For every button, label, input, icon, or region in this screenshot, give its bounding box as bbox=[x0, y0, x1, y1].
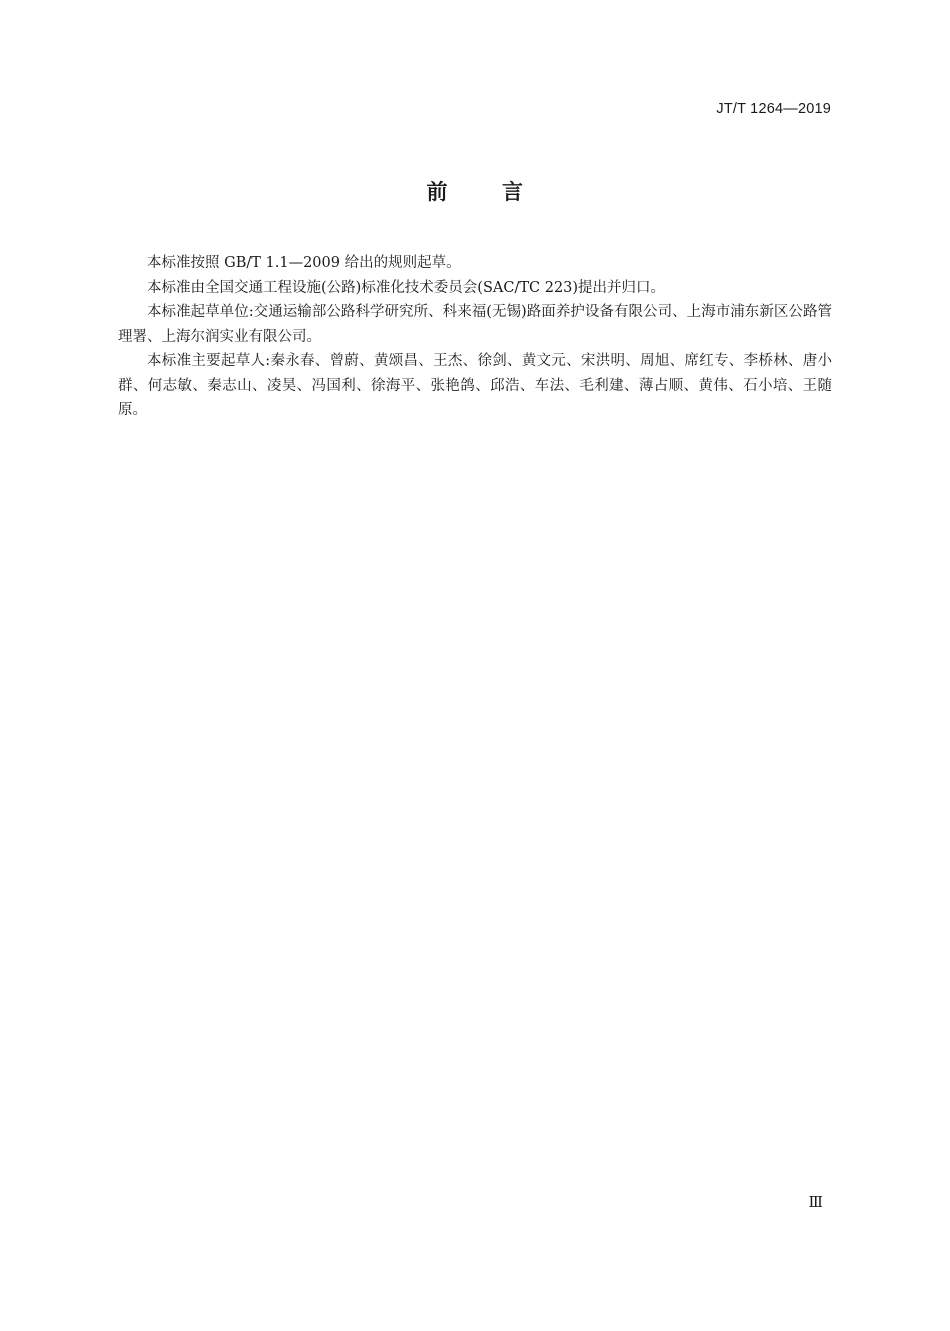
paragraph-drafting-units: 本标准起草单位:交通运输部公路科学研究所、科来福(无锡)路面养护设备有限公司、上海市浦东新区公路管理署、上海尔润实业有限公司。 bbox=[118, 304, 832, 345]
page-number: Ⅲ bbox=[808, 1193, 822, 1211]
paragraph-drafters: 本标准主要起草人:秦永春、曾蔚、黄颂昌、王杰、徐剑、黄文元、宋洪明、周旭、席红专、李桥林、唐小群、何志敏、秦志山、凌昊、冯国利、徐海平、张艳鸽、邱浩、车法、毛利建、薄占顺、黄伟、石小培、王随原。 bbox=[118, 353, 832, 418]
standard-code: JT/T 1264—2019 bbox=[716, 101, 831, 117]
foreword-body bbox=[118, 251, 832, 423]
paragraph-proposer: 本标准由全国交通工程设施(公路)标准化技术委员会(SAC/TC 223)提出并归口。 bbox=[147, 279, 666, 296]
page-title bbox=[0, 176, 950, 206]
title-char-1: 前 bbox=[426, 180, 448, 204]
paragraph-drafting-rules: 本标准按照 GB/T 1.1—2009 给出的规则起草。 bbox=[147, 255, 461, 271]
title-char-2: 言 bbox=[502, 180, 524, 204]
